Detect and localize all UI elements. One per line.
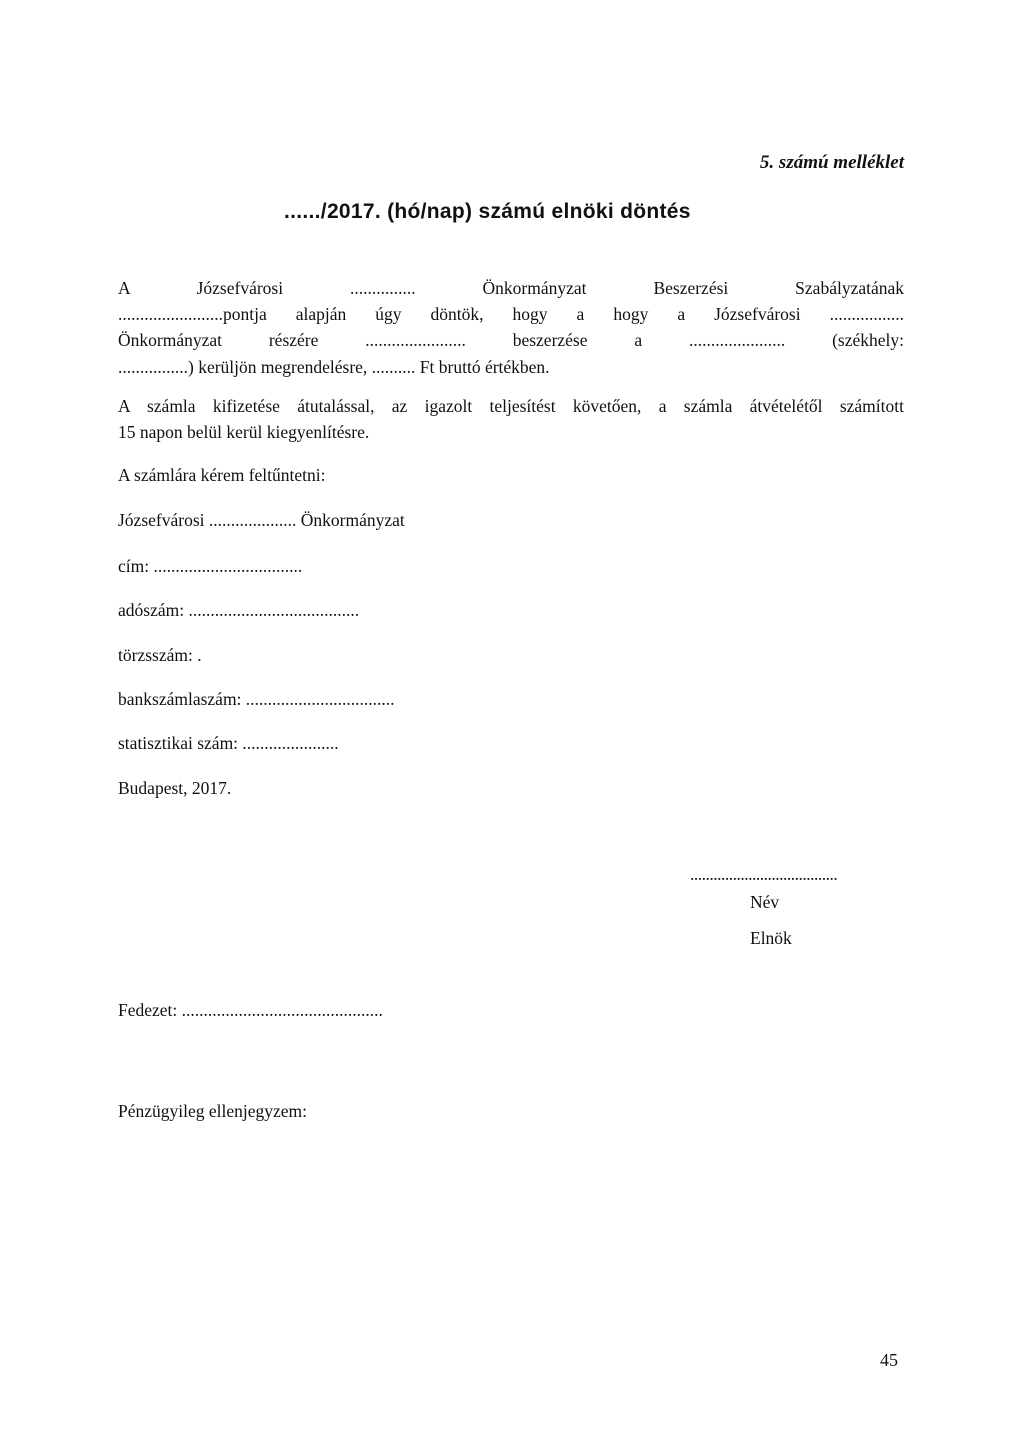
signer-role: Elnök [750,928,792,948]
paragraph-line: ........................pontja alapján úgy döntök, hogy a hogy a Józsefvárosi ................. [118,304,904,325]
place-date: Budapest, 2017. [118,778,232,798]
address-field: cím: .................................. [118,556,303,576]
bank-account-field: bankszámlaszám: .................................. [118,689,395,709]
paragraph-line: Önkormányzat részére ....................... beszerzése a ...................... (székhely: [118,330,904,351]
paragraph-line: 15 napon belül kerül kiegyenlítésre. [118,422,370,443]
document-title: ....../2017. (hó/nap) számú elnöki döntés [284,200,691,223]
tax-number-field: adószám: ....................................... [118,600,360,620]
signature-line: ...................................... [690,864,838,884]
annex-label: 5. számú melléklet [759,152,904,173]
paragraph-line: A számla kifizetése átutalással, az igazolt teljesítést követően, a számla átvételétől számított [118,396,904,416]
page-number: 45 [880,1350,898,1370]
payment-paragraph [118,393,904,445]
registry-number-field: törzsszám: . [118,645,202,665]
signer-name: Név [750,892,780,912]
invoice-intro: A számlára kérem feltűntetni: [118,465,326,485]
paragraph-line: A Józsefvárosi ............... Önkormányzat Beszerzési Szabályzatának [118,278,904,298]
coverage-field: Fedezet: .............................................. [118,1000,383,1020]
statistical-number-field: statisztikai szám: ...................... [118,733,339,753]
decision-paragraph [118,275,904,380]
entity-field: Józsefvárosi .................... Önkormányzat [118,510,405,530]
paragraph-line: ................) kerüljön megrendelésre, .......... Ft bruttó értékben. [118,356,550,377]
signature-block [690,864,890,948]
financial-countersign: Pénzügyileg ellenjegyzem: [118,1101,308,1121]
